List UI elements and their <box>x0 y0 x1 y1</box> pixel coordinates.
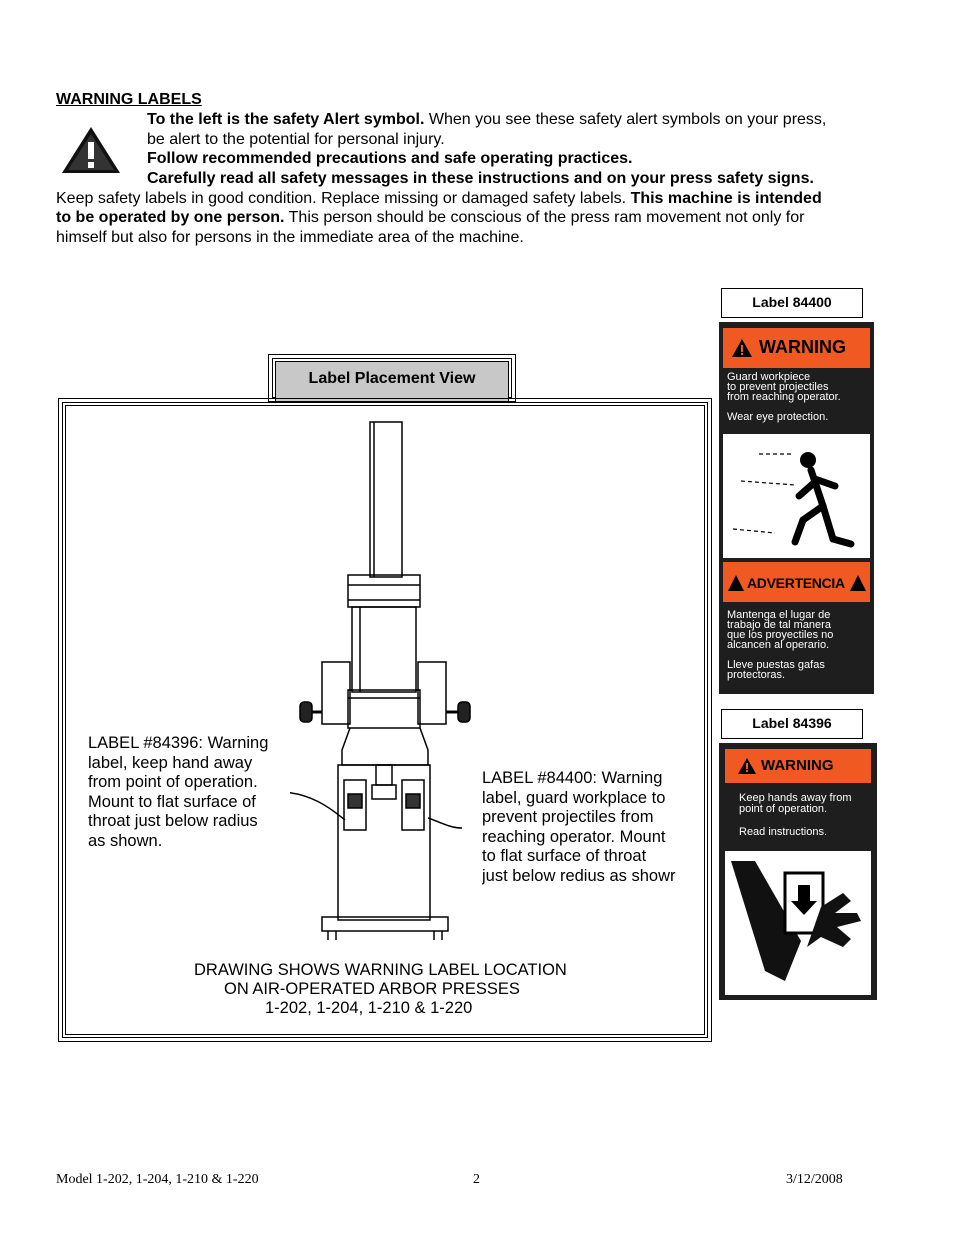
label-84400-text-2: Wear eye protection. <box>727 411 829 423</box>
drawing-caption-1: DRAWING SHOWS WARNING LABEL LOCATION <box>194 961 567 979</box>
body-line-1: Keep safety labels in good condition. Replace missing or damaged safety labels. This machine is intended <box>56 190 822 207</box>
press-drawing <box>290 420 480 945</box>
projectile-pictogram <box>723 434 870 558</box>
placement-title-frame <box>268 354 516 402</box>
label-84400-caption: Label 84400 <box>721 288 863 318</box>
warning-banner: WARNING <box>725 749 871 783</box>
callout-label-84400: LABEL #84400: Warning label, guard workplace to prevent projectiles from reaching operator. Mount to flat surface of throat just below redius as showr <box>482 769 676 885</box>
safety-alert-icon <box>58 124 124 176</box>
alert-paragraph-3: Carefully read all safety messages in these instructions and on your press safety signs. <box>147 170 814 187</box>
footer-date: 3/12/2008 <box>786 1172 843 1187</box>
footer-model: Model 1-202, 1-204, 1-210 & 1-220 <box>56 1172 259 1187</box>
hand-crush-pictogram <box>725 851 871 995</box>
warning-triangle-icon <box>849 574 867 592</box>
label-84400-image <box>719 322 874 694</box>
label-84396-caption: Label 84396 <box>721 709 863 739</box>
body-line-3: himself but also for persons in the immediate area of the machine. <box>56 229 524 246</box>
running-person-icon <box>723 434 870 558</box>
label-84400-text-1: Guard workpiece to prevent projectiles from reaching operator. <box>727 371 841 403</box>
warning-banner: WARNING <box>723 328 870 368</box>
section-title: WARNING LABELS <box>56 91 202 108</box>
label-84400-es-text-1: Mantenga el lugar de trabajo de tal manera que los proyectiles no alcancen al operario. <box>727 609 834 651</box>
alert-paragraph-2: Follow recommended precautions and safe operating practices. <box>147 150 633 167</box>
advertencia-banner: ADVERTENCIA <box>723 562 870 602</box>
alert-paragraph-1-cont: be alert to the potential for personal injury. <box>147 131 445 148</box>
placement-title: Label Placement View <box>275 361 509 401</box>
hand-crush-icon <box>725 851 871 995</box>
page-number: 2 <box>473 1172 480 1187</box>
body-line-2: to be operated by one person. This person should be conscious of the press ram movement not only for <box>56 209 805 226</box>
alert-paragraph-1: To the left is the safety Alert symbol. When you see these safety alert symbols on your press, <box>147 111 827 128</box>
label-84400-es-text-2: Lleve puestas gafas protectoras. <box>727 659 825 681</box>
label-84396-image <box>719 743 877 1000</box>
warning-triangle-icon <box>727 574 745 592</box>
warning-triangle-icon <box>731 338 753 358</box>
drawing-caption-3: 1-202, 1-204, 1-210 & 1-220 <box>265 999 473 1017</box>
callout-label-84396: LABEL #84396: Warning label, keep hand away from point of operation. Mount to flat surface of throat just below radius as shown. <box>88 734 269 850</box>
label-84396-text-2: Read instructions. <box>739 826 828 838</box>
drawing-caption-2: ON AIR-OPERATED ARBOR PRESSES <box>224 980 520 998</box>
warning-triangle-icon <box>737 757 757 775</box>
label-84396-text-1: Keep hands away from point of operation. <box>739 792 852 815</box>
